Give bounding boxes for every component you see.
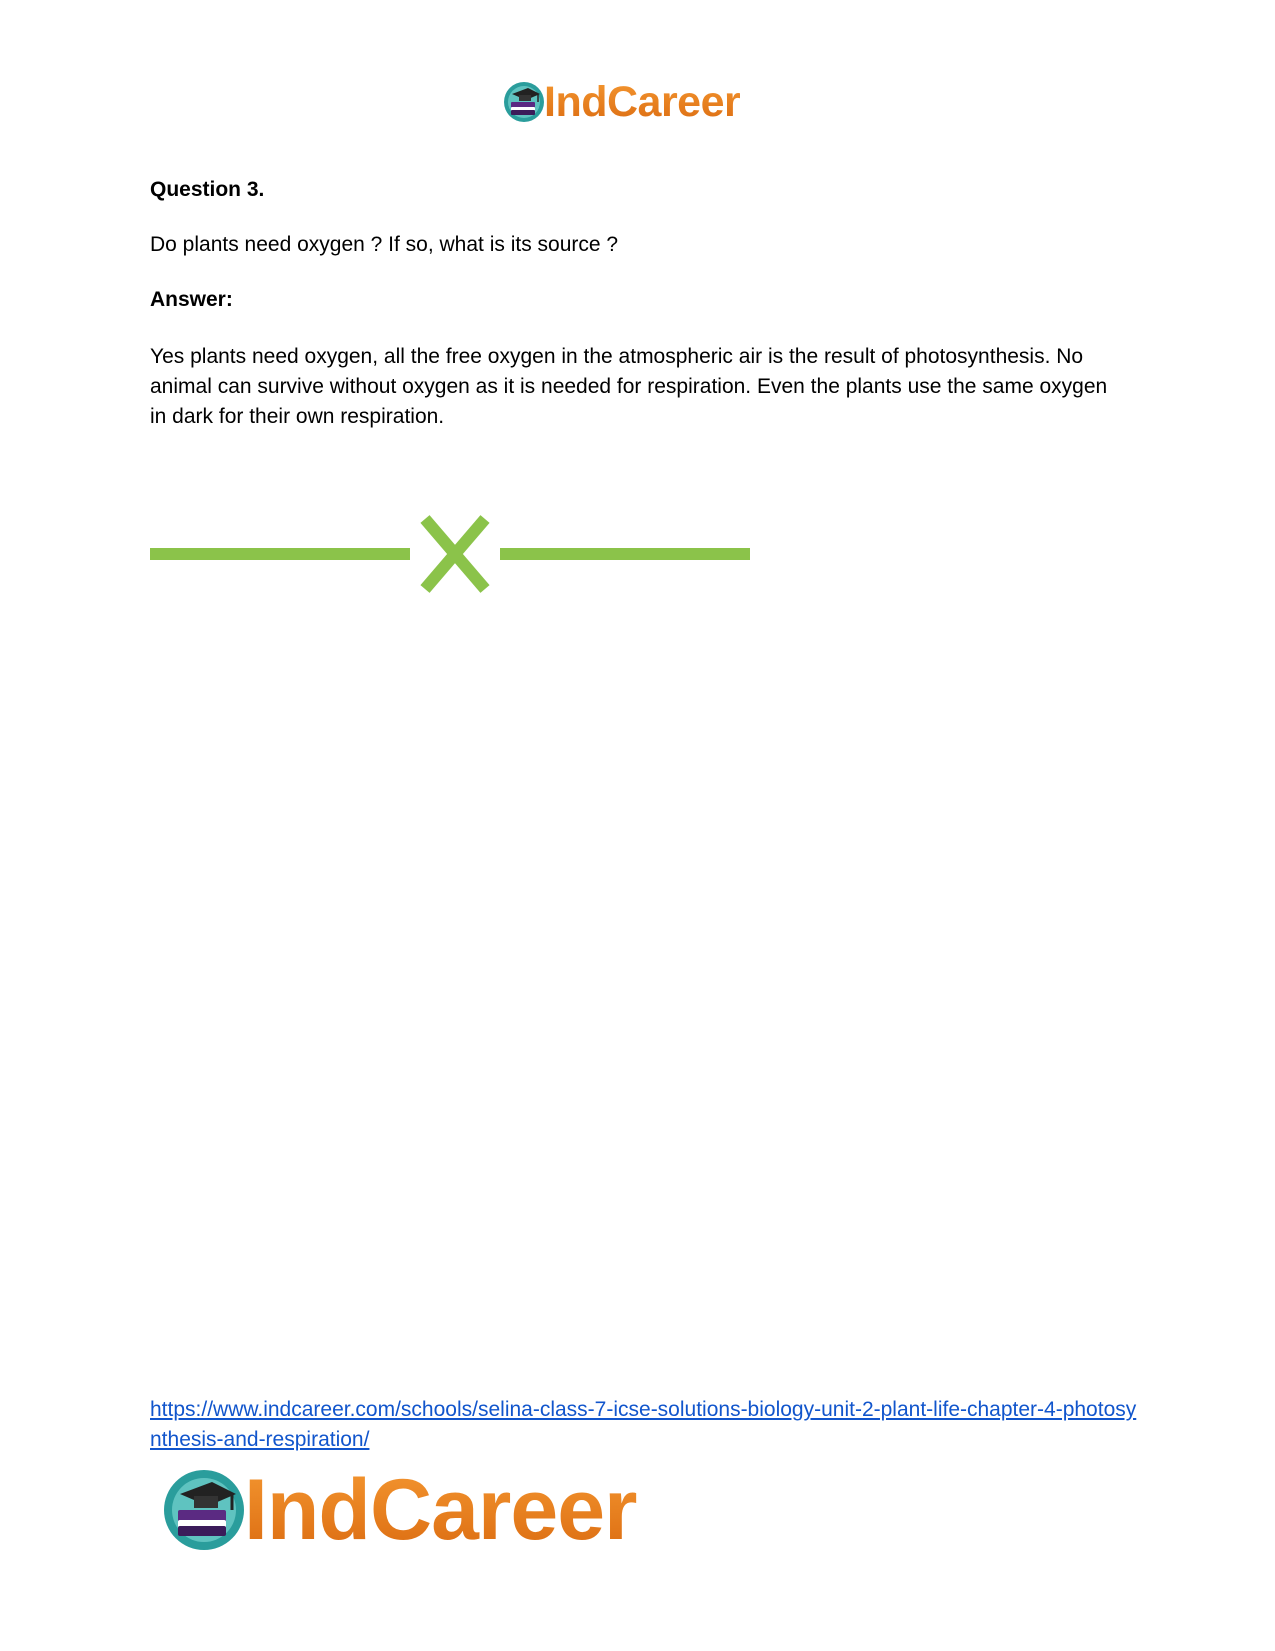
- answer-text: Yes plants need oxygen, all the free oxygen in the atmospheric air is the result of photosynthesis. No animal can survive without oxygen as it is needed for respiration. Even the plants use the same oxygen in dark for their own respiration.: [150, 345, 1108, 428]
- graduation-book-icon: [160, 1466, 248, 1554]
- source-link[interactable]: https://www.indcareer.com/schools/selina-class-7-icse-solutions-biology-unit-2-plant-life-chapter-4-photosynthesis-and-respiration/: [150, 1398, 1137, 1451]
- footer-logo-text: IndCareer: [244, 1462, 637, 1558]
- question-text: Do plants need oxygen ? If so, what is its source ?: [150, 233, 619, 256]
- graduation-book-icon: [502, 80, 546, 124]
- header-logo-text: IndCareer: [544, 77, 741, 126]
- divider-cross-icon: [425, 519, 485, 589]
- answer-title: Answer:: [150, 288, 233, 311]
- question-title: Question 3.: [150, 178, 265, 201]
- divider-line-right: [500, 548, 750, 560]
- header-logo: [502, 78, 740, 126]
- footer-logo: [160, 1462, 637, 1558]
- divider-line-left: [150, 548, 410, 560]
- section-divider: [150, 514, 750, 594]
